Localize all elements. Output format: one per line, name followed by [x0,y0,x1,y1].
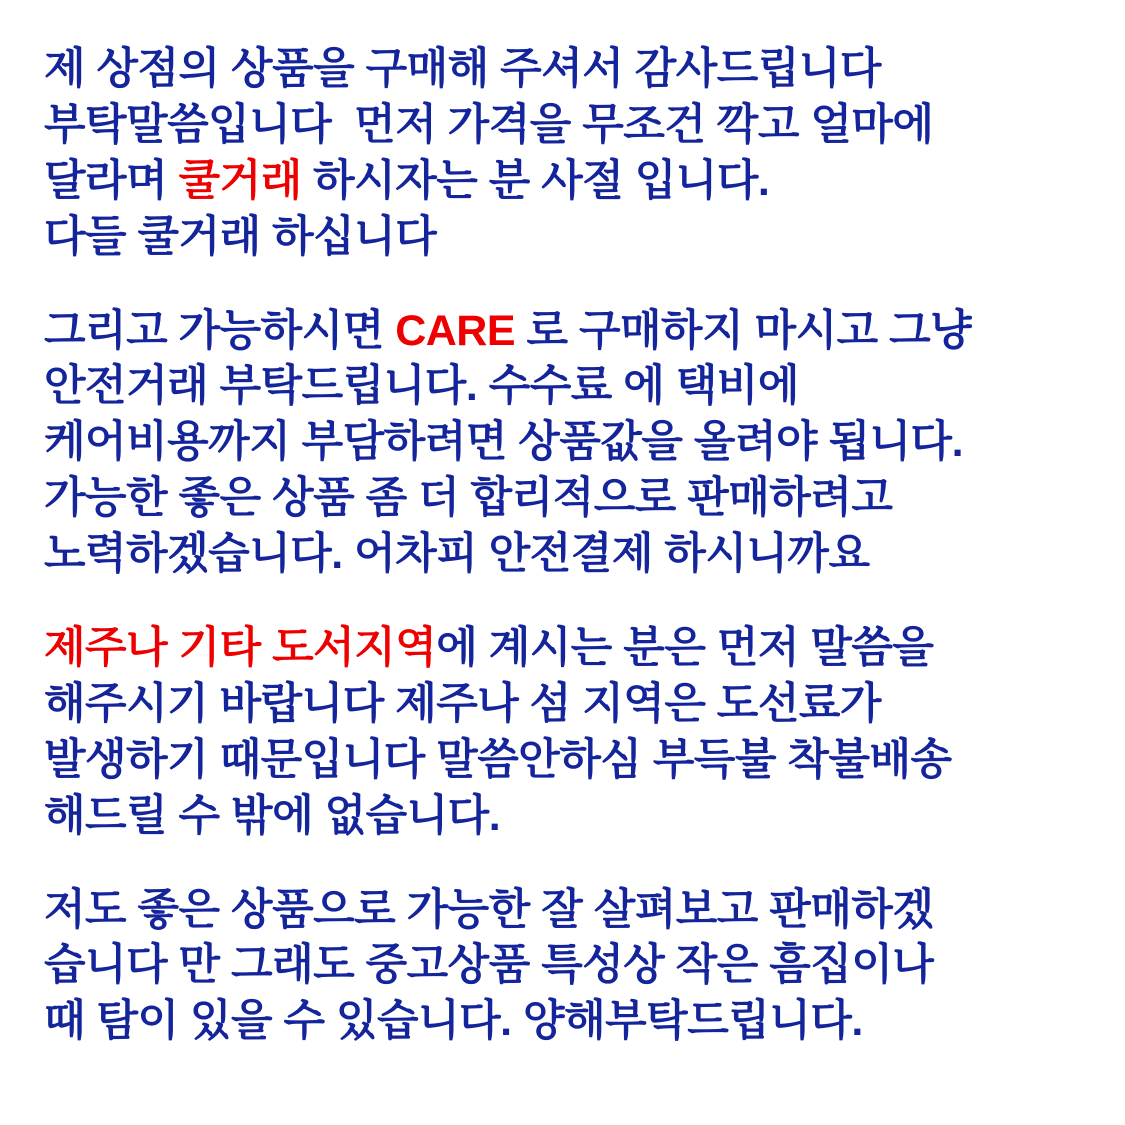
notice-paragraph [44,304,1081,583]
notice-paragraph [44,621,1081,845]
notice-text: 부탁말씀입니다 먼저 가격을 무조건 깍고 얼마에 [44,100,934,149]
notice-text: 가능한 좋은 상품 좀 더 합리적으로 판매하려고 [44,474,893,523]
notice-line [44,789,1081,845]
notice-line [44,359,1081,415]
highlighted-text: 제주나 기타 도서지역 [44,624,437,673]
notice-line [44,42,1081,98]
notice-line [44,733,1081,789]
notice-line [44,98,1081,154]
notice-text: 노력하겠습니다. 어차피 안전결제 하시니까요 [44,530,870,579]
notice-text: 그리고 가능하시면 [44,306,396,355]
notice-text: 해드릴 수 밖에 없습니다. [44,791,501,840]
notice-text: 발생하기 때문입니다 말씀안하심 부득불 착불배송 [44,735,952,784]
notice-line [44,304,1081,360]
notice-line [44,527,1081,583]
highlighted-text: CARE [395,306,516,355]
notice-line [44,415,1081,471]
notice-text: 습니다 만 그래도 중고상품 특성상 작은 흠집이나 [44,941,934,990]
notice-line [44,883,1081,939]
notice-text: 때 탐이 있을 수 있습니다. 양해부탁드립니다. [44,997,863,1046]
notice-line [44,677,1081,733]
notice-line [44,471,1081,527]
notice-line [44,154,1081,210]
notice-line [44,621,1081,677]
notice-line [44,938,1081,994]
notice-text: 저도 좋은 상품으로 가능한 잘 살펴보고 판매하겠 [44,885,934,934]
notice-text: 로 구매하지 마시고 그냥 [515,306,972,355]
notice-text: 안전거래 부탁드립니다. 수수료 에 택비에 [44,362,799,411]
notice-paragraph [44,42,1081,266]
notice-text: 다들 쿨거래 하십니다 [44,212,437,261]
notice-line [44,994,1081,1050]
notice-line [44,210,1081,266]
notice-text: 해주시기 바랍니다 제주나 섬 지역은 도선료가 [44,679,881,728]
notice-text: 하시자는 분 사절 입니다. [301,156,770,205]
notice-text: 달라며 [44,156,179,205]
highlighted-text: 쿨거래 [178,156,302,205]
notice-text: 에 계시는 분은 먼저 말씀을 [436,624,934,673]
notice-text: 케어비용까지 부담하려면 상품값을 올려야 됩니다. [44,418,964,467]
notice-paragraph [44,883,1081,1051]
notice-text: 제 상점의 상품을 구매해 주셔서 감사드립니다 [44,45,881,93]
